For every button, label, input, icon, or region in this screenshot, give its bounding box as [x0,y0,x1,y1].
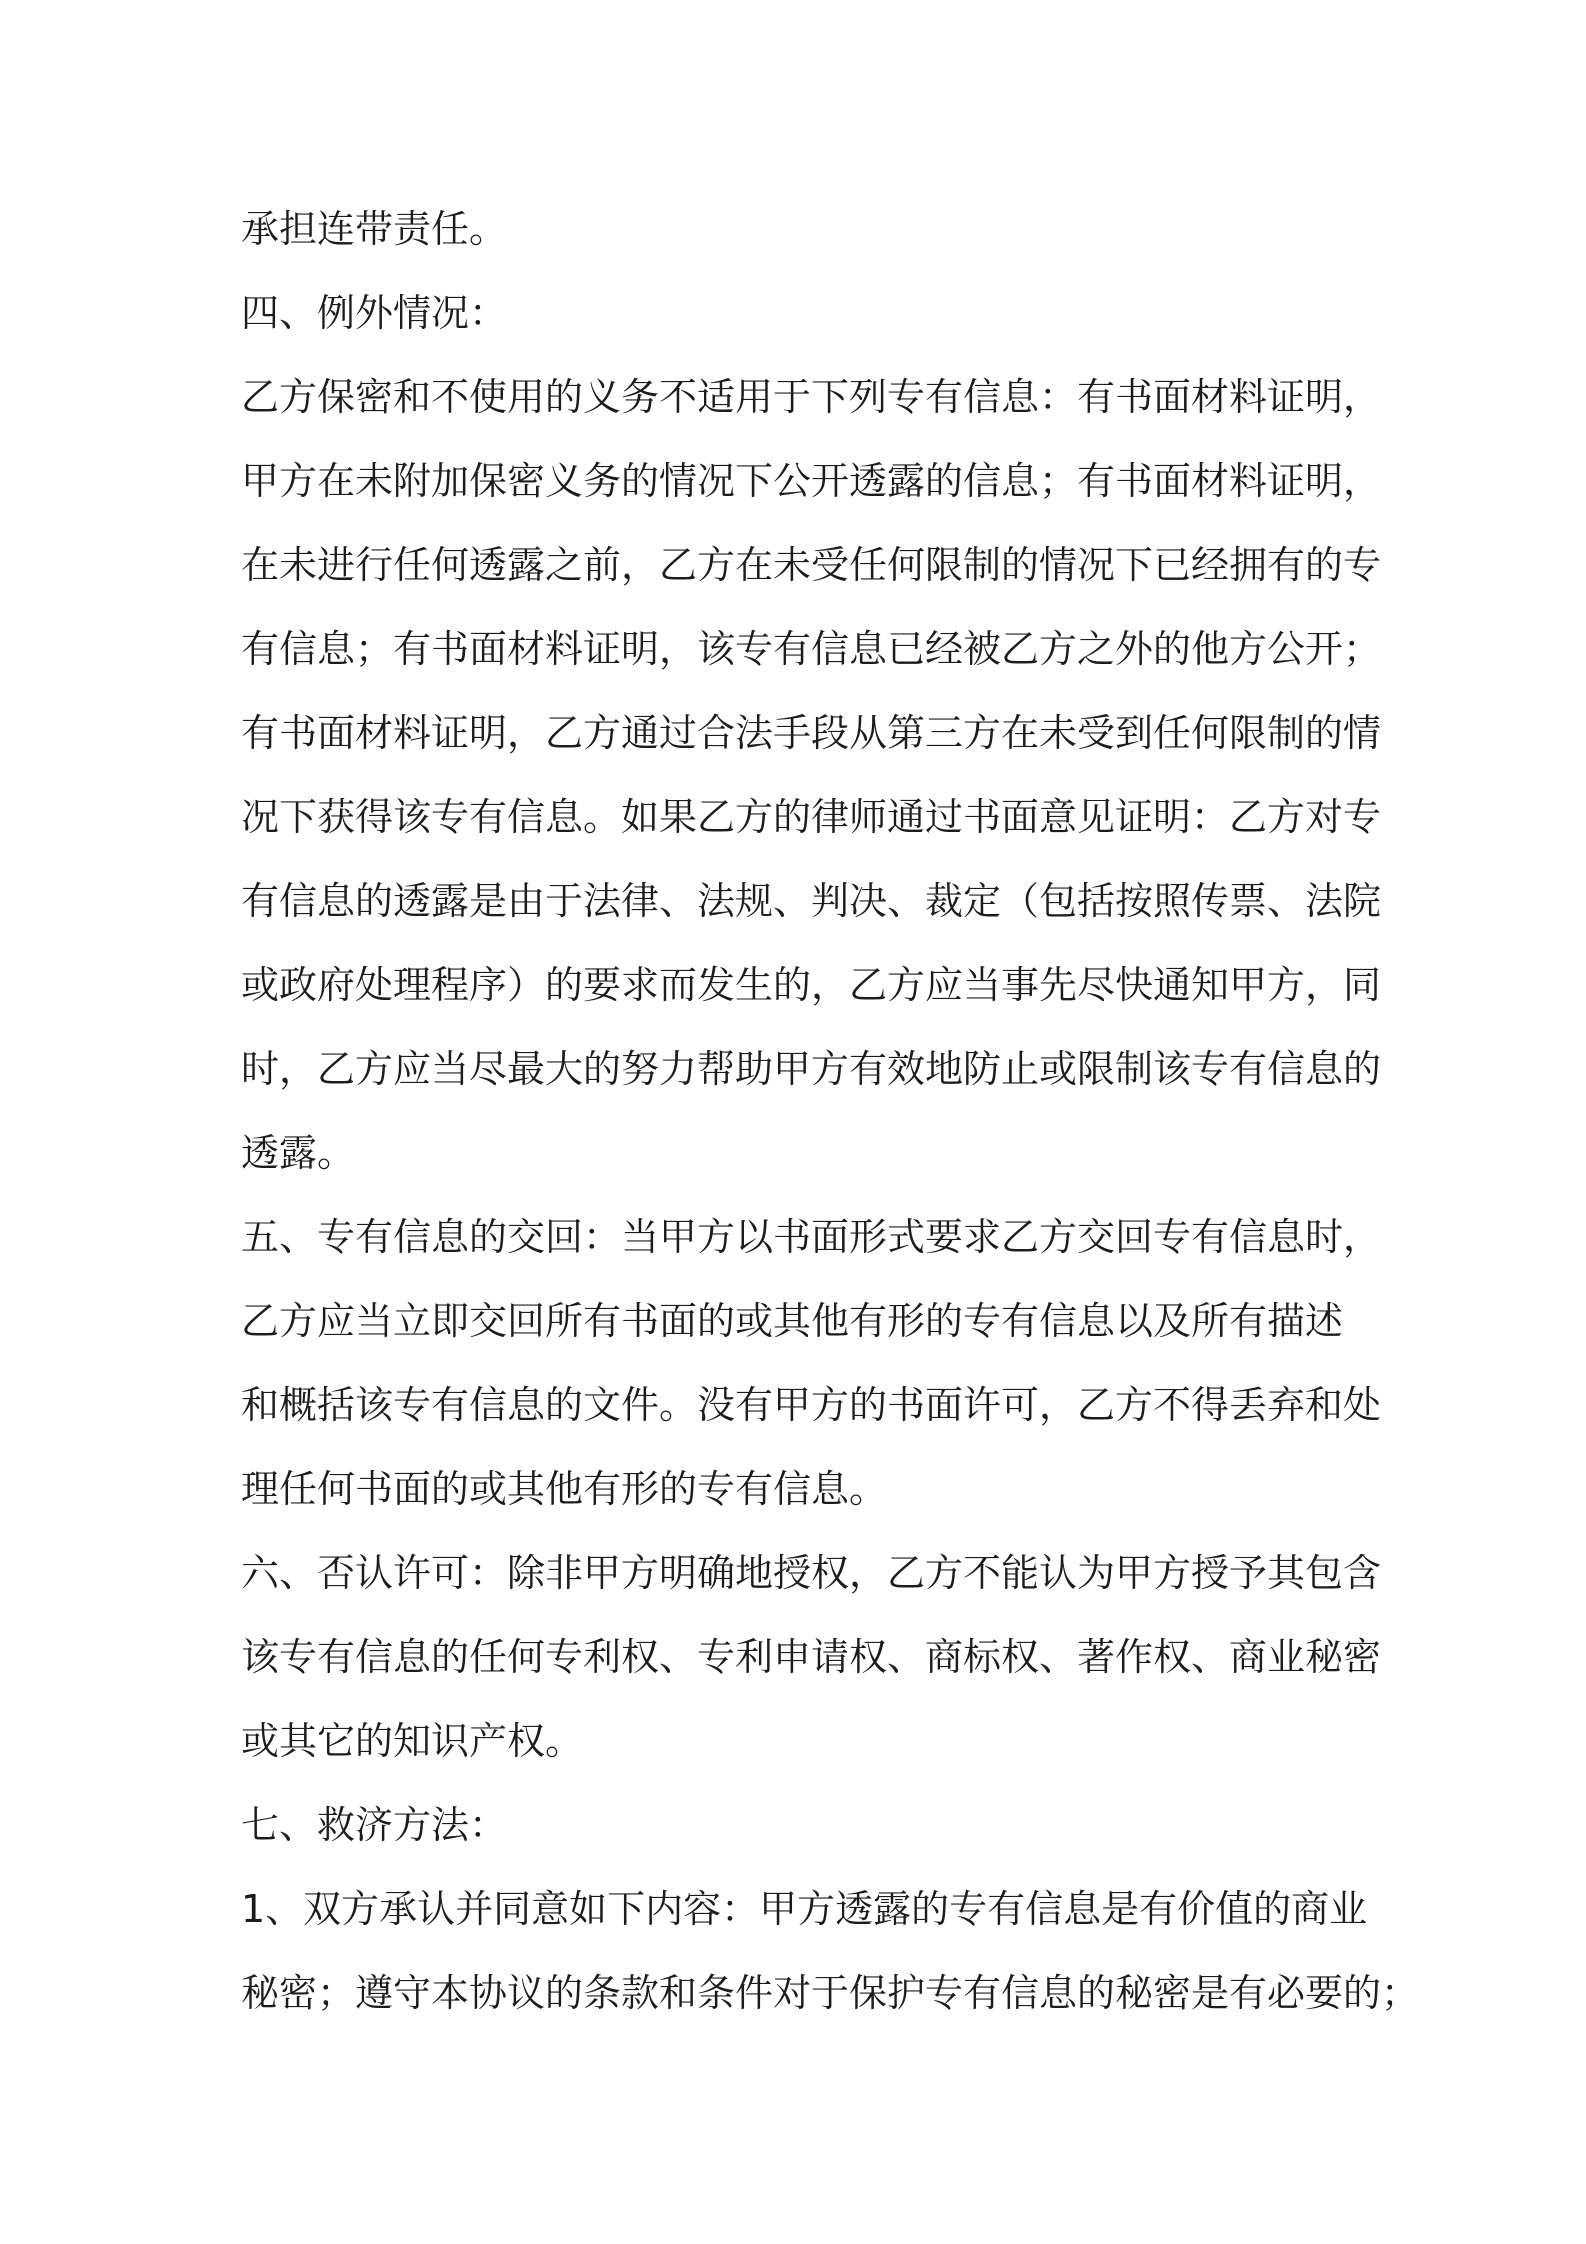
text-line: 或政府处理程序）的要求而发生的，乙方应当事先尽快通知甲方，同 [241,963,1382,1007]
text-line: 该专有信息的任何专利权、专利申请权、商标权、著作权、商业秘密 [241,1635,1382,1679]
section-heading: 六、否认许可：除非甲方明确地授权，乙方不能认为甲方授予其包含 [241,1551,1382,1595]
text-line: 乙方应当立即交回所有书面的或其他有形的专有信息以及所有描述 [241,1299,1344,1343]
section-heading: 五、专有信息的交回：当甲方以书面形式要求乙方交回专有信息时， [241,1215,1382,1259]
text-line: 理任何书面的或其他有形的专有信息。 [241,1467,888,1511]
text-line: 承担连带责任。 [241,207,508,251]
text-line: 况下获得该专有信息。如果乙方的律师通过书面意见证明：乙方对专 [241,795,1382,839]
text-line: 或其它的知识产权。 [241,1719,584,1763]
text-line: 乙方保密和不使用的义务不适用于下列专有信息：有书面材料证明， [241,375,1382,419]
text-line: 透露。 [241,1131,356,1175]
text-line: 和概括该专有信息的文件。没有甲方的书面许可，乙方不得丢弃和处 [241,1383,1382,1427]
text-line: 秘密；遵守本协议的条款和条件对于保护专有信息的秘密是有必要的； [241,1971,1420,2015]
text-line: 甲方在未附加保密义务的情况下公开透露的信息；有书面材料证明， [241,459,1382,503]
section-heading: 四、例外情况： [241,291,508,335]
text-line: 时，乙方应当尽最大的努力帮助甲方有效地防止或限制该专有信息的 [241,1047,1382,1091]
text-line: 在未进行任何透露之前，乙方在未受任何限制的情况下已经拥有的专 [241,543,1382,587]
text-line: 1、双方承认并同意如下内容：甲方透露的专有信息是有价值的商业 [241,1887,1368,1931]
section-heading: 七、救济方法： [241,1803,508,1847]
text-line: 有信息；有书面材料证明，该专有信息已经被乙方之外的他方公开； [241,627,1382,671]
text-line: 有书面材料证明，乙方通过合法手段从第三方在未受到任何限制的情 [241,711,1382,755]
text-line: 有信息的透露是由于法律、法规、判决、裁定（包括按照传票、法院 [241,879,1382,923]
